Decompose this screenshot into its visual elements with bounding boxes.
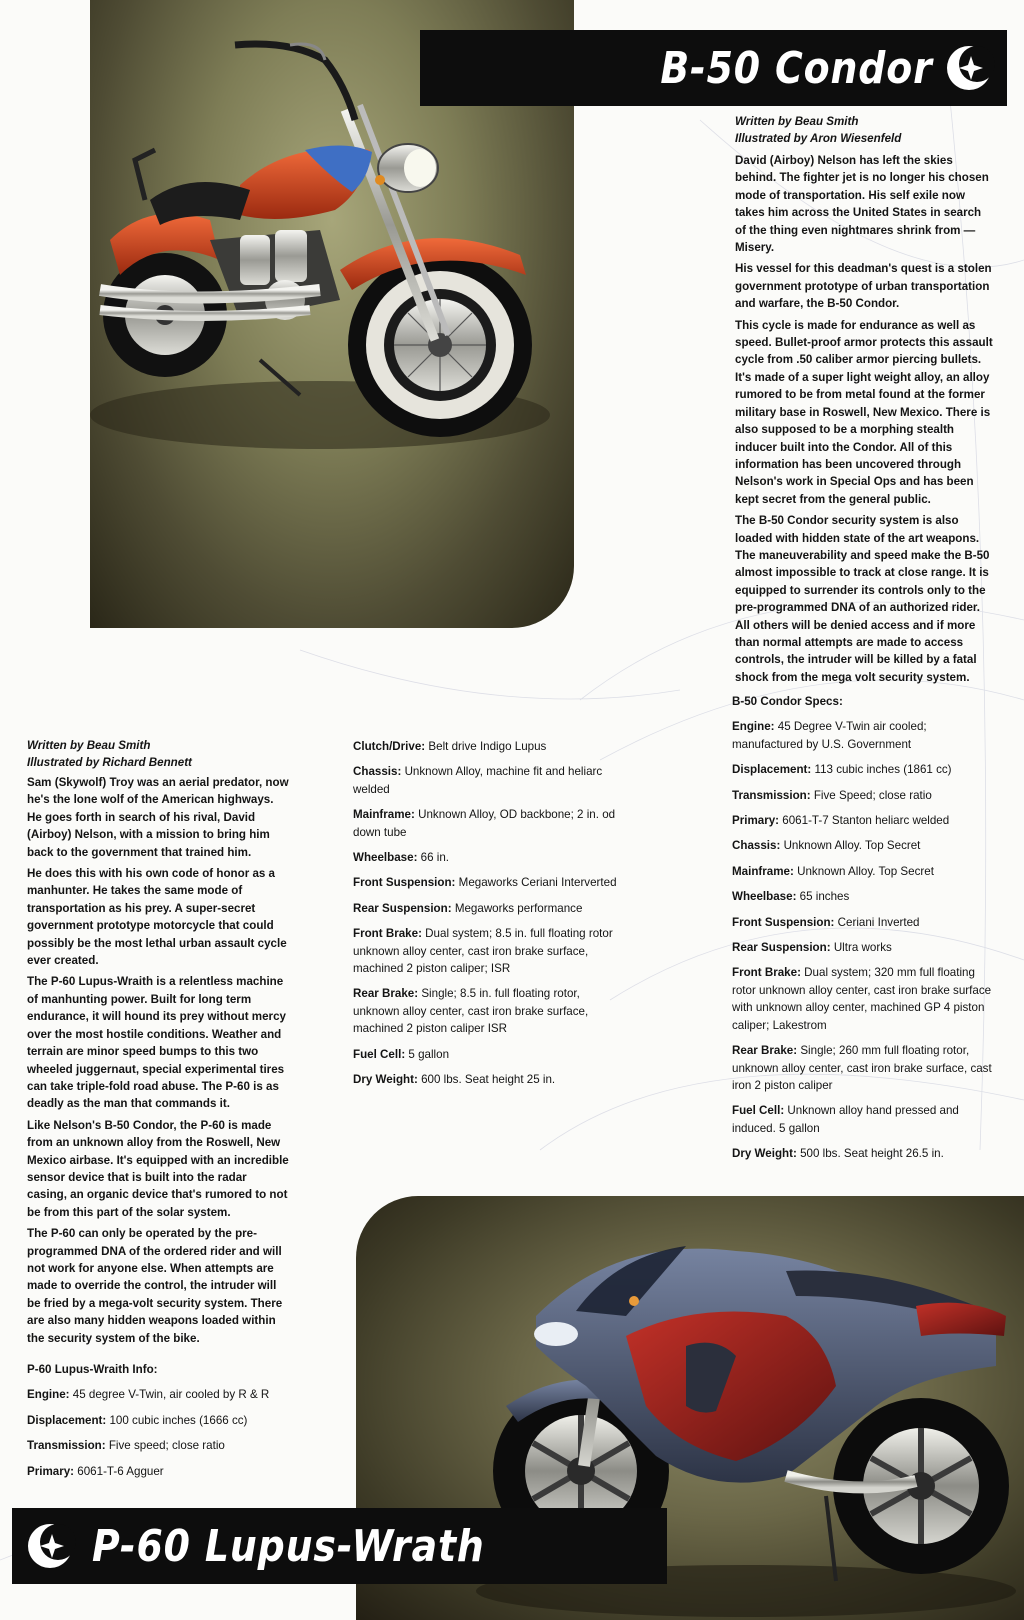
- crescent-moon-icon: [24, 1520, 76, 1572]
- b50-paragraph: This cycle is made for endurance as well as speed. Bullet-proof armor protects this assault cycle from .50 caliber armor piercing bullets. It's made of a super light weight alloy, an alloy rumored to be from metal found at the former military base in Roswell, New Mexico. There is also supposed to be a morphing stealth inducer built into the Condor. All of this information has been uncovered through Nelson's work in Special Ops and has been kept secret from the general public.: [735, 318, 993, 506]
- spec-row: Wheelbase: 66 in.: [353, 851, 450, 865]
- spec-row: Front Suspension: Ceriani Inverted: [732, 915, 920, 929]
- b50-writer-credit: Written by Beau Smith: [735, 115, 859, 128]
- b50-artist-credit: Illustrated by Aron Wiesenfeld: [735, 132, 902, 145]
- spec-row: Mainframe: Unknown Alloy. Top Secret: [732, 864, 934, 878]
- spec-row: Engine: 45 Degree V-Twin air cooled; manufactured by U.S. Government: [732, 720, 927, 751]
- b50-specs-heading: B-50 Condor Specs:: [732, 695, 843, 708]
- p60-article: [27, 737, 289, 1488]
- spec-row: Clutch/Drive: Belt drive Indigo Lupus: [353, 740, 547, 753]
- spec-row: Rear Brake: Single; 260 mm full floating rotor, unknown alloy center, cast iron brake surface, cast iron 2 piston caliper: [732, 1044, 992, 1092]
- b50-paragraph: The B-50 Condor security system is also loaded with hidden state of the art weapons. The maneuverability and speed make the B-50 almost impossible to track at close range. It is equipped to surrender its controls only to the pre-programmed DNA of an authorized rider. All others will be denied access and if more than normal attempts are made to access controls, the intruder will be killed by a fatal shock from the mega volt security system.: [735, 514, 990, 684]
- p60-writer-credit: Written by Beau Smith: [27, 739, 151, 752]
- spec-row: Dry Weight: 600 lbs. Seat height 25 in.: [353, 1073, 556, 1087]
- spec-row: Transmission: Five Speed; close ratio: [732, 788, 932, 802]
- p60-specs: [353, 738, 623, 1097]
- p60-title-bar: [12, 1508, 667, 1584]
- crescent-moon-icon: [943, 42, 995, 94]
- p60-paragraph: He does this with his own code of honor as a manhunter. He takes the same mode of transportation as his prey. A super-secret government prototype motorcycle that could possibly be the most lethal urban assault cycle ever created.: [27, 867, 287, 968]
- spec-row: Rear Suspension: Ultra works: [732, 941, 892, 955]
- spec-row: Front Brake: Dual system; 8.5 in. full floating rotor unknown alloy center, cast iron brake surface, machined 2 piston caliper; ISR: [353, 927, 613, 976]
- spec-row: Chassis: Unknown Alloy. Top Secret: [732, 839, 921, 853]
- spec-row: Transmission: Five speed; close ratio: [27, 1439, 225, 1453]
- p60-paragraph: Sam (Skywolf) Troy was an aerial predator, now he's the lone wolf of the American highways. He goes forth in search of his rival, David (Airboy) Nelson, with a mission to bring him back to the government that trained him.: [27, 776, 289, 859]
- p60-paragraph: The P-60 can only be operated by the pre-programmed DNA of the ordered rider and will not work for anyone else. When attempts are made to override the control, the intruder will be fried by a mega-volt security system. There are also many hidden weapons loaded within the security system of the bike.: [27, 1227, 283, 1345]
- spec-row: Front Brake: Dual system; 320 mm full floating rotor unknown alloy center, cast iron brake surface with unknown alloy center, machined GP 4 piston caliper; Lakestrom: [732, 966, 992, 1032]
- spec-row: Primary: 6061-T-7 Stanton heliarc welded: [732, 814, 950, 828]
- p60-specs-heading: P-60 Lupus-Wraith Info:: [27, 1363, 158, 1376]
- spec-row: Mainframe: Unknown Alloy, OD backbone; 2 in. od down tube: [353, 808, 616, 839]
- spec-row: Displacement: 113 cubic inches (1861 cc): [732, 763, 952, 777]
- spec-row: Dry Weight: 500 lbs. Seat height 26.5 in.: [732, 1147, 944, 1161]
- b50-article: [735, 113, 993, 690]
- b50-paragraph: His vessel for this deadman's quest is a stolen government prototype of urban transportation and warfare, the B-50 Condor.: [735, 262, 992, 311]
- spec-row: Primary: 6061-T-6 Agguer: [27, 1464, 164, 1478]
- spec-row: Displacement: 100 cubic inches (1666 cc): [27, 1413, 248, 1427]
- spec-row: Front Suspension: Megaworks Ceriani Interverted: [353, 876, 617, 890]
- p60-paragraph: The P-60 Lupus-Wraith is a relentless machine of manhunting power. Built for long term endurance, it will hound its prey without mercy over the most hostile conditions. Weather and terrain are minor speed bumps to this two wheeled juggernaut, special experimental tires can take triple-fold road abuse. The P-60 is as deadly as the man that commands it.: [27, 975, 286, 1111]
- spec-row: Wheelbase: 65 inches: [732, 890, 850, 904]
- spec-row: Chassis: Unknown Alloy, machine fit and heliarc welded: [353, 765, 603, 796]
- spec-row: Fuel Cell: Unknown alloy hand pressed and induced. 5 gallon: [732, 1104, 959, 1135]
- spec-row: Rear Brake: Single; 8.5 in. full floating rotor, unknown alloy center, cast iron brake surface, machined 2 piston caliper ISR: [353, 987, 589, 1036]
- b50-title-bar: [420, 30, 1007, 106]
- b50-paragraph: David (Airboy) Nelson has left the skies behind. The fighter jet is no longer his chosen mode of transportation. His self exile now takes him across the United States in search of the thing even nightmares shrink from — Misery.: [735, 154, 989, 255]
- spec-row: Fuel Cell: 5 gallon: [353, 1047, 450, 1061]
- p60-paragraph: Like Nelson's B-50 Condor, the P-60 is made from an unknown alloy from the Roswell, New Mexico airbase. It's equipped with an incredible sensor device that is built into the radar casing, an organic device that's rumored to not be from this part of the solar system.: [27, 1118, 289, 1219]
- p60-artist-credit: Illustrated by Richard Bennett: [27, 756, 192, 769]
- b50-title: B-50 Condor: [660, 42, 933, 94]
- spec-row: Rear Suspension: Megaworks performance: [353, 901, 583, 915]
- b50-specs: [732, 685, 1000, 1171]
- spec-row: Engine: 45 degree V-Twin, air cooled by R & R: [27, 1388, 270, 1402]
- p60-title: P-60 Lupus-Wrath: [92, 1520, 485, 1572]
